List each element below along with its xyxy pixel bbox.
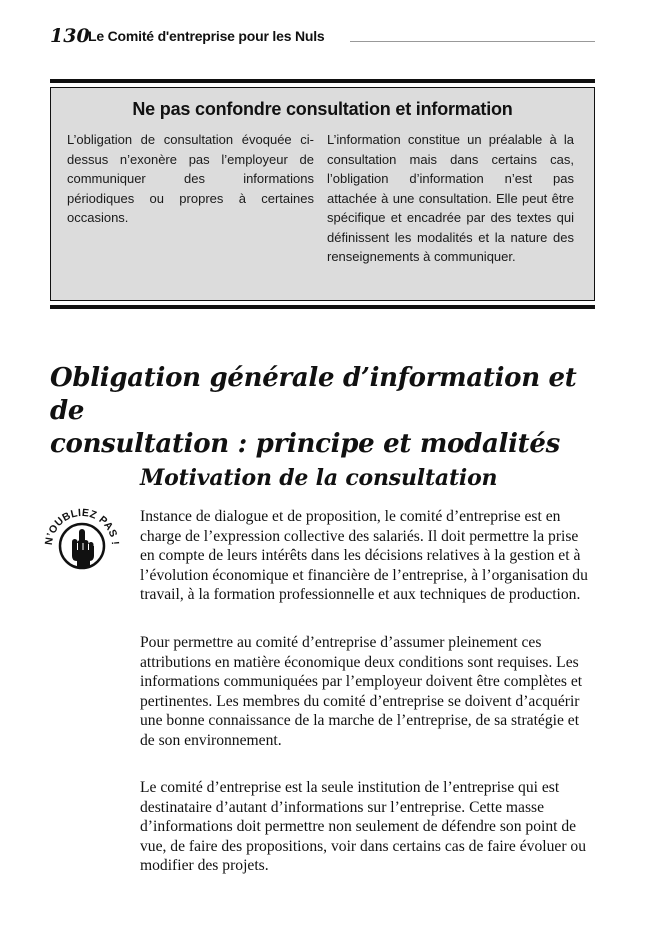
- running-title: Le Comité d'entreprise pour les Nuls: [88, 28, 325, 44]
- sidebar-panel: [50, 87, 595, 301]
- section-heading: [50, 362, 610, 461]
- subsection-heading: Motivation de la consultation: [140, 465, 498, 491]
- sidebar-box: [50, 79, 595, 309]
- noubliez-pas-icon: [40, 498, 124, 582]
- sidebar-title: Ne pas confondre consultation et information: [132, 99, 513, 119]
- section-heading-line1: Obligation générale d’information et de: [50, 363, 577, 426]
- page-header: [50, 24, 595, 48]
- sidebar-left-column: L’obligation de consultation évoquée ci-dessus n’exonère pas l’employeur de communiquer des informations périodiques ou propres à certaines occasions.: [67, 132, 314, 225]
- page-number: 130: [50, 25, 90, 47]
- header-rule: [350, 41, 595, 42]
- paragraph-3: Le comité d’entreprise est la seule institution de l’entreprise qui est destinataire d’autant d’informations sur l’entreprise. Cette masse d’informations doit permettre non seulement de défendre son point de vue, de faire des propositions, voir dans certains cas de faire évoluer ou modifier des projets.: [140, 779, 586, 874]
- sidebar-right-column: L’information constitue un préalable à la consultation mais dans certains cas, l’obligation d’information n’est pas attachée à une consultation. Elle peut être spécifique et encadrée par des textes qui définissent les modalités et la nature des renseignements à communiquer.: [327, 132, 574, 264]
- paragraph-2: Pour permettre au comité d’entreprise d’assumer pleinement ces attributions en matière économique deux conditions sont requises. Les informations communiquées par l’employeur doivent être complètes et pertinentes. Les membres du comité d’entreprise se doivent d’acquérir une bonne connaissance de la marche de l’entreprise, de sa stratégie et de son environnement.: [140, 634, 583, 749]
- paragraph-1: Instance de dialogue et de proposition, le comité d’entreprise est en charge de l’expression collective des salariés. Il doit permettre la prise en compte de leurs intérêts dans les décisions relatives à la gestion et à l’évolution économique et financière de l’entreprise, à l’organisation du travail, à la formation professionnelle et aux techniques de production.: [140, 508, 588, 603]
- icon-label: N’OUBLIEZ PAS !: [42, 506, 122, 546]
- section-heading-line2: consultation : principe et modalités: [50, 429, 560, 459]
